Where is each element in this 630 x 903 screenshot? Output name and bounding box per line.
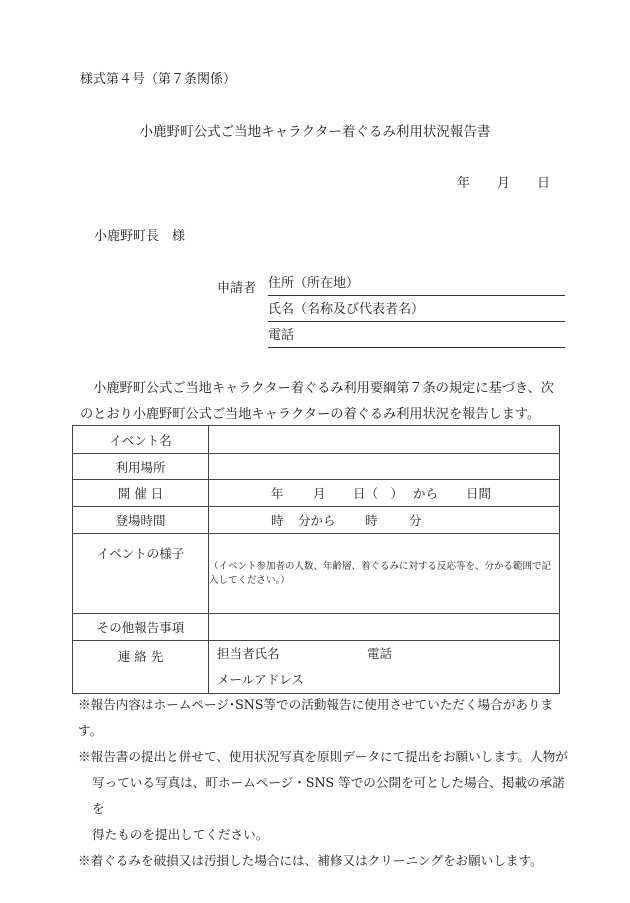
- event-state-note: （イベント参加者の人数、年齢層、着ぐるみに対する反応等を、分かる範囲で記入してください。）: [209, 560, 552, 586]
- form-number: 様式第４号（第７条関係）: [80, 72, 237, 87]
- notes-section: [78, 692, 568, 874]
- contact-phone-label: 電話: [367, 646, 393, 661]
- appearance-time-label: 登場時間: [73, 507, 209, 534]
- date-day-label: 日: [536, 176, 550, 191]
- table-row: [73, 480, 560, 507]
- event-name-field[interactable]: [209, 426, 560, 454]
- event-date-days: 日間: [466, 486, 492, 501]
- applicant-name-field[interactable]: [268, 301, 565, 322]
- report-table: [72, 425, 560, 694]
- appearance-time-field[interactable]: [209, 507, 560, 534]
- note-2-line-3: 得たものを提出してください。: [92, 827, 269, 842]
- contact-field[interactable]: [209, 641, 560, 694]
- table-row: [73, 641, 560, 694]
- table-row: [73, 534, 560, 614]
- submission-date: [457, 172, 550, 191]
- contact-label: 連 絡 先: [73, 641, 209, 694]
- note-2-line-2: 写っている写真は、町ホームページ・SNS 等での公開を可とした場合、掲載の承諾を: [92, 775, 565, 816]
- table-row: [73, 426, 560, 454]
- date-month-label: 月: [496, 176, 510, 191]
- note-3: ※着ぐるみを破損又は汚損した場合には、補修又はクリーニングをお願いします。: [78, 853, 543, 868]
- venue-field[interactable]: [209, 454, 560, 480]
- contact-email-label: メールアドレス: [217, 672, 304, 687]
- address-label: 住所（所在地）: [268, 276, 360, 291]
- event-date-field[interactable]: [209, 480, 560, 507]
- table-row: [73, 614, 560, 641]
- time-hour-to: 時: [365, 513, 378, 528]
- venue-label: 利用場所: [73, 454, 209, 480]
- event-date-month: 月: [313, 486, 326, 501]
- applicant-label: 申請者: [217, 281, 257, 296]
- report-statement: [80, 376, 565, 428]
- event-date-from: から: [413, 486, 439, 501]
- other-report-field[interactable]: [209, 614, 560, 641]
- time-min-from: 分から: [298, 513, 336, 528]
- addressee: 小鹿野町長 様: [94, 229, 186, 244]
- table-row: [73, 507, 560, 534]
- table-row: [73, 454, 560, 480]
- event-date-day: 日（ ）: [353, 486, 404, 501]
- phone-label: 電話: [268, 328, 295, 343]
- other-report-label: その他報告事項: [73, 614, 209, 641]
- time-hour-from: 時: [271, 513, 284, 528]
- document-title: 小鹿野町公式ご当地キャラクター着ぐるみ利用状況報告書: [139, 124, 491, 140]
- date-year-label: 年: [456, 176, 470, 191]
- event-date-year: 年: [271, 486, 284, 501]
- statement-line-1: 小鹿野町公式ご当地キャラクター着ぐるみ利用要綱第７条の規定に基づき、次: [80, 381, 554, 396]
- name-label: 氏名（名称及び代表者名）: [268, 302, 425, 317]
- time-min-to: 分: [409, 513, 422, 528]
- note-1: ※報告内容はホームページ･SNS等での活動報告に使用させていただく場合があります。: [78, 697, 554, 738]
- contact-person-label: 担当者氏名: [217, 646, 280, 661]
- applicant-phone-field[interactable]: [268, 327, 565, 348]
- applicant-address-field[interactable]: [268, 275, 565, 296]
- event-state-label: イベントの様子: [73, 534, 209, 614]
- event-state-field[interactable]: [209, 534, 560, 614]
- event-name-label: イベント名: [73, 426, 209, 454]
- statement-line-2: のとおり小鹿野町公式ご当地キャラクターの着ぐるみ利用状況を報告します。: [80, 407, 541, 422]
- date-label: 開 催 日: [73, 480, 209, 507]
- note-2-line-1: ※報告書の提出と併せて、使用状況写真を原則データにて提出をお願いします。人物が: [78, 749, 568, 764]
